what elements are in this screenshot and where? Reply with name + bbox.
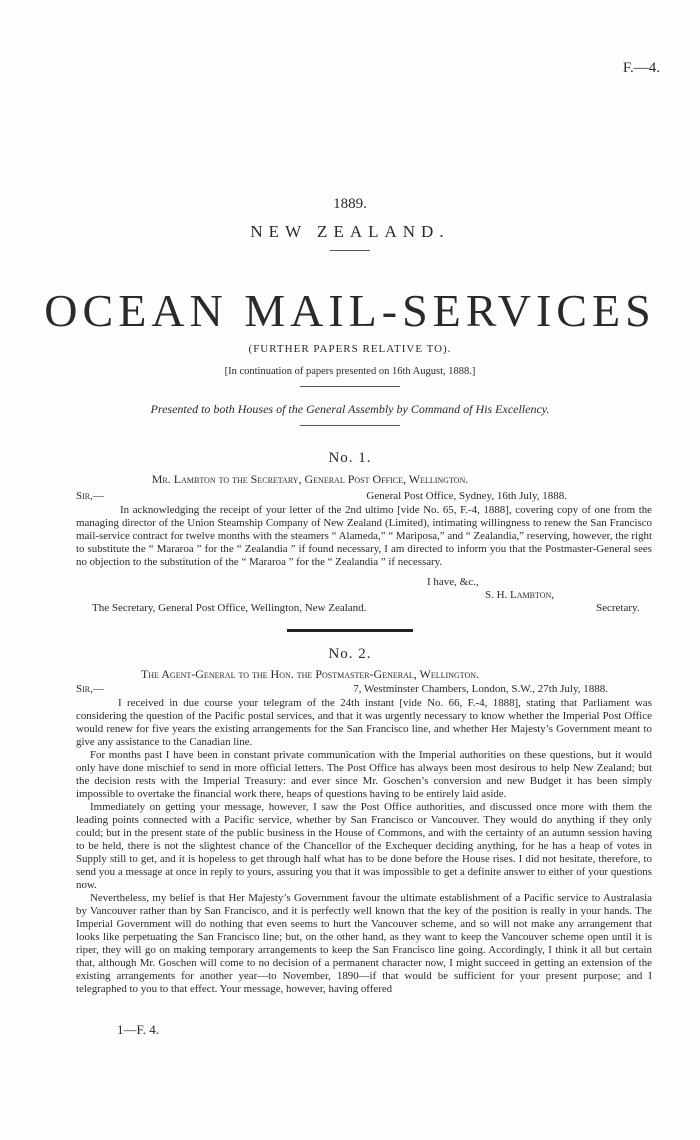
signature: S. H. Lambton, bbox=[485, 589, 555, 601]
addressee: The Secretary, General Post Office, Wellington, New Zealand. bbox=[92, 602, 367, 614]
paragraph: I received in due course your telegram of the 24th instant [vide No. 66, F.-4, 1888], stating that Parliament was considering the question of the Pacific postal services, and that it was urgently necessary to know whether the Imperial Post Office would renew for five years the existing arrangements for the San Francisco line, and whether Her Majesty’s Government meant to give any assistance to the Canadian line. bbox=[76, 697, 652, 748]
presented-line: Presented to both Houses of the General Assembly by Command of His Excellency. bbox=[150, 402, 550, 416]
place-date: General Post Office, Sydney, 16th July, 1888. bbox=[366, 490, 567, 502]
short-divider bbox=[300, 425, 400, 426]
document-subtitle: (FURTHER PAPERS RELATIVE TO). bbox=[248, 343, 452, 355]
salutation: Sir,— bbox=[76, 683, 104, 695]
year: 1889. bbox=[333, 196, 367, 212]
letter-2-body bbox=[76, 697, 652, 996]
letter-2-heading: The Agent-General to the Hon. the Postmaster-General, Wellington. bbox=[140, 667, 480, 681]
paragraph: Immediately on getting your message, however, I saw the Post Office authorities, and discussed once more with them the leading points connected with a Pacific service, whether by San Francisco or Vancouver. They would do anything if they only could; but in the present state of the public business in the House of Commons, and with the certainty of an autumn session having to be held, there is not the slightest chance of the Chancellor of the Exchequer deciding anything, for he has a heap of votes in Supply still to get, and it is hopeless to get through half what has to be done before the House rises. I did not hesitate, therefore, to send you a message at once in reply to yours, assuring you that it was impossible to get a definite answer to either of your questions now. bbox=[76, 801, 652, 891]
letter-1-heading: Mr. Lambton to the Secretary, General Post Office, Wellington. bbox=[151, 472, 469, 486]
letter-1-number: No. 1. bbox=[328, 450, 372, 466]
country-heading: NEW ZEALAND. bbox=[250, 222, 450, 241]
page-reference: F.—4. bbox=[622, 60, 660, 76]
paragraph: For months past I have been in constant private communication with the Imperial authorities on these questions, but it would only have done mischief to send in more official letters. The Post Office has always been most desirous to help New Zealand; but the decision rests with the Imperial Treasury: and ever since Mr. Goschen’s conversion and new Budget it has been simply impossible to overtake the financial work there, heaps of questions having to be entirely laid aside. bbox=[76, 749, 652, 800]
closing: I have, &c., bbox=[427, 576, 479, 588]
short-divider bbox=[330, 250, 370, 251]
paragraph: Nevertheless, my belief is that Her Majesty’s Government favour the ultimate establishment of a Pacific service to Australasia by Vancouver rather than by San Francisco, and it is perfectly well known that the key of the position is really in your hands. The Imperial Government will do nothing that even seems to hurt the Vancouver scheme, and so will not make any arrangement that looks like perpetuating the San Francisco line; but, on the other hand, as they want to keep the Vancouver scheme open until it is riper, they will go on making temporary arrangements to keep the San Francisco line going. Accordingly, I think it all but certain that, although Mr. Goschen will come to no decision of a permanent character now, I might succeed in getting an extension of the existing arrangements for another year—to November, 1890—if that would be sufficient for your present purpose; and I telegraphed to you to that effect. Your message, however, having offered bbox=[76, 892, 652, 995]
page-footer: 1—F. 4. bbox=[117, 1022, 159, 1037]
paragraph: In acknowledging the receipt of your letter of the 2nd ultimo [vide No. 65, F.-4, 1888], covering copy of one from the managing director of the Union Steamship Company of New Zealand (Limited), intimating willingness to renew the San Francisco mail-service contract for twelve months with the steamers “ Alameda,” “ Mariposa,” and “ Zealandia,” reserving, however, the right to substitute the “ Mararoa ” for the “ Zealandia ” if found necessary, I am directed to inform you that the Postmaster-General sees no objection to the substitution of the “ Mararoa ” for the “ Zealandia ” if necessary. bbox=[76, 504, 652, 568]
continuation-note: [In continuation of papers presented on 16th August, 1888.] bbox=[224, 366, 476, 377]
letter-2-number: No. 2. bbox=[328, 646, 372, 662]
letter-1-salutation-row bbox=[76, 490, 652, 503]
place-date: 7, Westminster Chambers, London, S.W., 27th July, 1888. bbox=[353, 683, 608, 695]
letter-1-body bbox=[76, 504, 652, 569]
letter-2-salutation-row bbox=[76, 683, 652, 696]
signature-title: Secretary. bbox=[596, 602, 640, 614]
short-divider bbox=[300, 386, 400, 387]
letter-divider bbox=[287, 629, 413, 632]
salutation: Sir,— bbox=[76, 490, 104, 502]
document-title: OCEAN MAIL-SERVICES bbox=[44, 285, 656, 336]
